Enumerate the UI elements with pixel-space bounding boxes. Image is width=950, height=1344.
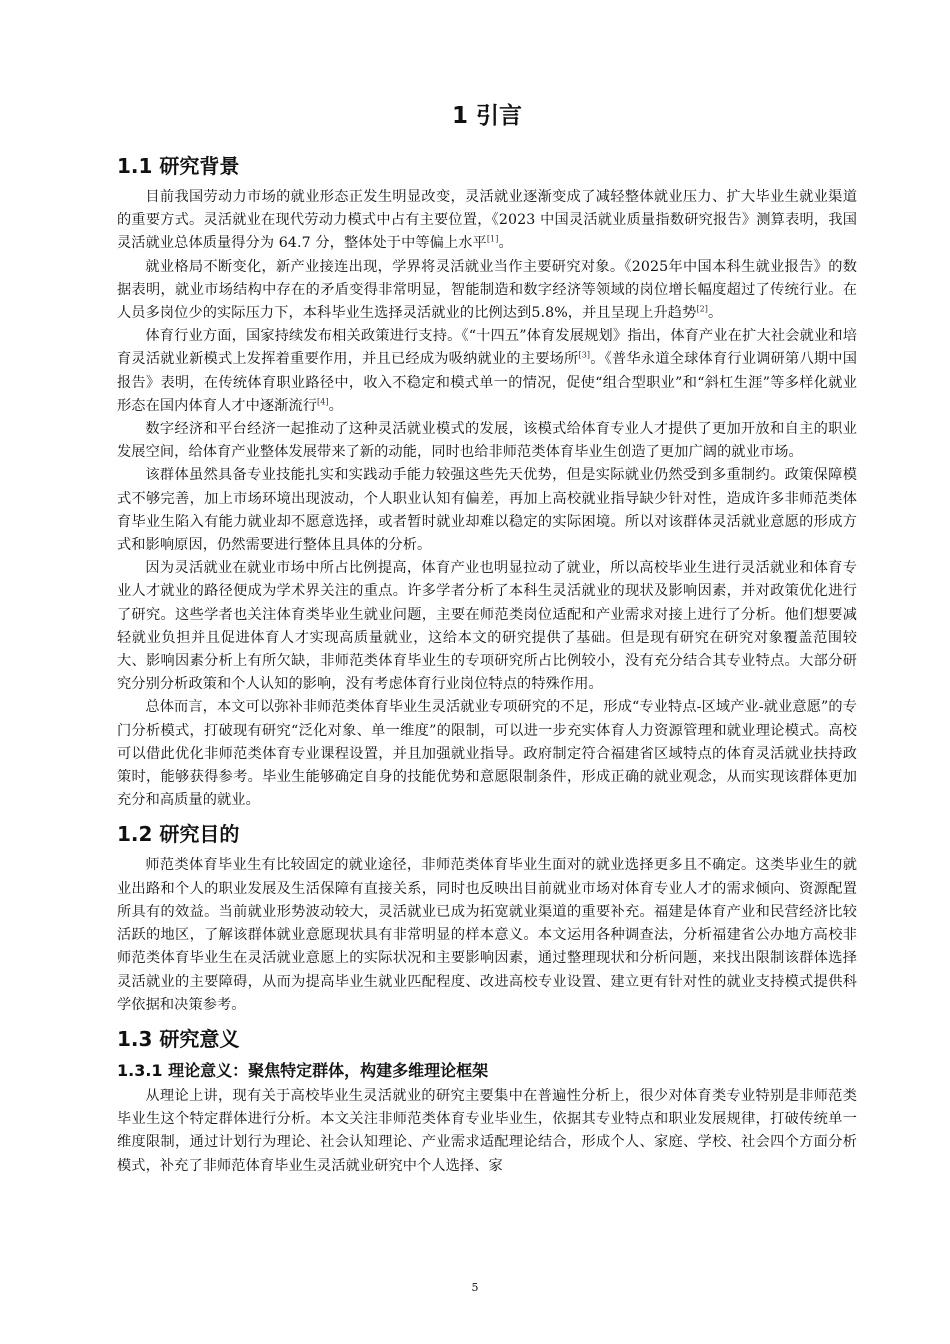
citation-ref[interactable]: [3] <box>578 350 591 360</box>
page-content <box>117 100 857 1178</box>
paragraph: 数字经济和平台经济一起推动了这种灵活就业模式的发展，该模式给体育专业人才提供了更加开放和自主的职业发展空间，给体育产业整体发展带来了新的动能，同时也给非师范类体育毕业生创造了更加广阔的就业市场。 <box>117 421 857 461</box>
chapter-title: 1 引言 <box>451 103 522 129</box>
paragraph: 师范类体育毕业生有比较固定的就业途径，非师范类体育毕业生面对的就业选择更多且不确定。这类毕业生的就业出路和个人的职业发展及生活保障有直接关系，同时也反映出目前就业市场对体育专业人才的需求倾向、资源配置所具有的效益。当前就业形势波动较大，灵活就业已成为拓宽就业渠道的重要补充。福建是体育产业和民营经济比较活跃的地区，了解该群体就业意愿现状具有非常明显的样本意义。本文运用各种调查法，分析福建省公办地方高校非师范类体育毕业生在灵活就业意愿上的实际状况和主要影响因素，通过整理现状和分析问题，来找出限制该群体选择灵活就业的主要障碍，从而为提高毕业生就业匹配程度、改进高校专业设置、建立更有针对性的就业支持模式提供科学依据和决策参考。 <box>117 857 857 1013</box>
citation-ref[interactable]: [1] <box>486 234 499 244</box>
paragraph: 就业格局不断变化，新产业接连出现，学界将灵活就业当作主要研究对象。《2025年中国本科生就业报告》的数据表明，就业市场结构中存在的矛盾变得非常明显，智能制造和数字经济等领域的岗位增长幅度超过了传统行业。在人员多岗位少的实际压力下，本科毕业生选择灵活就业的比例达到5.8%，并且呈现上升趋势[2]。 <box>117 258 857 322</box>
paragraph: 因为灵活就业在就业市场中所占比例提高，体育产业也明显拉动了就业，所以高校毕业生进行灵活就业和体育专业人才就业的路径便成为学术界关注的重点。许多学者分析了本科生灵活就业的现状及影响因素，并对政策优化进行了研究。这些学者也关注体育类毕业生就业问题，主要在师范类岗位适配和产业需求对接上进行了分析。他们想要减轻就业负担并且促进体育人才实现高质量就业，这给本文的研究提供了基础。但是现有研究在研究对象覆盖范围较大、影响因素分析上有所欠缺，非师范类体育毕业生的专项研究所占比例较小，没有充分结合其专业特点。大部分研究分别分析政策和个人认知的影响，没有考虑体育行业岗位特点的特殊作用。 <box>117 560 857 693</box>
section-heading-significance: 1.3 研究意义 <box>117 1026 240 1051</box>
section-heading-purpose: 1.2 研究目的 <box>117 822 240 847</box>
citation-ref[interactable]: [4] <box>317 397 329 407</box>
paragraph: 从理论上讲，现有关于高校毕业生灵活就业的研究主要集中在普遍性分析上，很少对体育类专业特别是非师范类毕业生这个特定群体进行分析。本文关注非师范类体育专业毕业生，依据其专业特点和职业发展规律，打破传统单一维度限制，通过计划行为理论、社会认知理论、产业需求适配理论结合，形成个人、家庭、学校、社会四个方面分析模式，补充了非师范体育毕业生灵活就业研究中个人选择、家 <box>117 1087 857 1174</box>
section-heading-background: 1.1 研究背景 <box>117 154 240 178</box>
subsection-heading-theory: 1.3.1 理论意义：聚焦特定群体，构建多维理论框架 <box>117 1060 489 1080</box>
citation-ref[interactable]: [2] <box>696 304 709 314</box>
spacer <box>117 812 857 820</box>
paragraph: 目前我国劳动力市场的就业形态正发生明显改变，灵活就业逐渐变成了减轻整体就业压力、扩大毕业生就业渠道的重要方式。灵活就业在现代劳动力模式中占有主要位置，《2023 中国灵活就业质量指数研究报告》测算表明，我国灵活就业总体质量得分为 64.7 分，整体处于中等偏上水平[1]。 <box>117 189 857 252</box>
paragraph: 该群体虽然具备专业技能扎实和实践动手能力较强这些先天优势，但是实际就业仍然受到多重制约。政策保障模式不够完善，加上市场环境出现波动，个人职业认知有偏差，再加上高校就业指导缺少针对性，造成许多非师范类体育毕业生陷入有能力就业却不愿意选择，或者暂时就业却难以稳定的实际困境。所以对该群体灵活就业意愿的形成方式和影响原因，仍然需要进行整体且具体的分析。 <box>117 467 857 554</box>
spacer <box>117 1017 857 1025</box>
page-number: 5 <box>471 1281 479 1294</box>
paragraph: 体育行业方面，国家持续发布相关政策进行支持。《“十四五”体育发展规划》指出，体育产业在扩大社会就业和培育灵活就业新模式上发挥着重要作用，并且已经成为吸纳就业的主要场所[3]。《普华永道全球体育行业调研第八期中国报告》表明，在传统体育职业路径中，收入不稳定和模式单一的情况，促使“组合型职业”和“斜杠生涯”等多样化就业形态在国内体育人才中逐渐流行[4]。 <box>117 328 857 414</box>
paragraph: 总体而言，本文可以弥补非师范类体育毕业生灵活就业专项研究的不足，形成“专业特点-区域产业-就业意愿”的专门分析模式，打破现有研究“泛化对象、单一维度”的限制，可以进一步充实体育人力资源管理和就业理论模式。高校可以借此优化非师范类体育专业课程设置，并且加强就业指导。政府制定符合福建省区域特点的体育灵活就业扶持政策时，能够获得参考。毕业生能够确定自身的技能优势和意愿限制条件，形成正确的就业观念，从而实现该群体更加充分和高质量的就业。 <box>117 699 857 809</box>
